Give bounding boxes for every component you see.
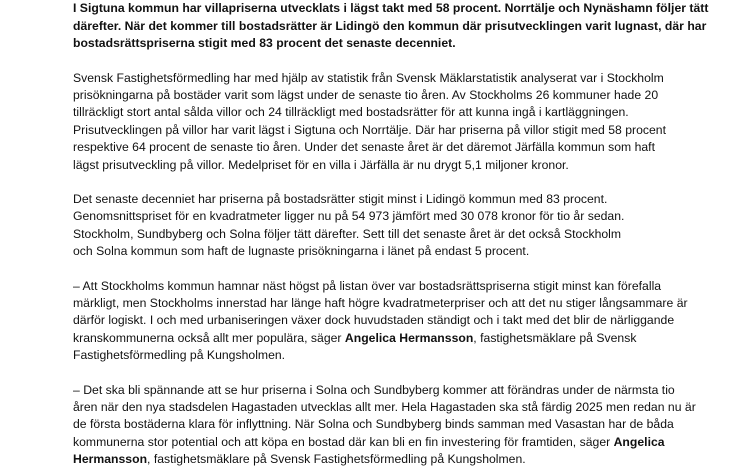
text-segment: , fastighetsmäklare på Svensk [473, 330, 637, 345]
text-line: Fastighetsförmedling på Kungsholmen. [73, 348, 286, 363]
text-line [73, 330, 723, 347]
text-line: åren när den nya stadsdelen Hagastaden utvecklas allt mer. Hela Hagastaden ska stå färdig 2025 men redan nu är [73, 400, 696, 414]
text-line: Genomsnittspriset för en kvadratmeter ligger nu på 54 973 jämfört med 30 078 kronor för tio år sedan. [73, 209, 625, 224]
article-body [73, 0, 723, 469]
paragraph-gap [73, 261, 723, 278]
text-line: Prisutvecklingen på villor har varit lägst i Sigtuna och Norrtälje. Där har priserna på villor stigit med 58 procent [73, 122, 667, 137]
text-line [73, 451, 723, 468]
lead-line: därefter. När det kommer till bostadsrätter är Lidingö den kommun där prisutvecklingen varit lugnast, där har [73, 18, 707, 33]
paragraph-gap [73, 53, 723, 70]
paragraph-gap [73, 365, 723, 382]
text-line: respektive 64 procent de senaste tio åren. Under det senaste året är det däremot Järfälla kommun som haft [73, 140, 655, 155]
text-line: tillräckligt stort antal sålda villor och 24 tillräckligt med bostadsrätter för att kunna ingå i kartläggningen. [73, 105, 629, 120]
text-line: de första bostäderna klara för inflyttning. När Solna och Sundbyberg binds samman med Vasastan har de båda [73, 417, 674, 432]
text-segment: kommunerna stor potential och att köpa en bostad där kan bli en fin investering för framtiden, säger [73, 434, 614, 449]
lead-line: bostadsrättspriserna stigit med 83 procent det senaste decenniet. [73, 36, 456, 50]
paragraph-gap [73, 174, 723, 191]
quote-hagastaden [73, 382, 723, 469]
paragraph-villa-prices [73, 70, 723, 174]
text-line: märkligt, men Stockholms innerstad har länge haft högre kvadratmeterpriser och att det nu stiger långsammare är [73, 295, 688, 310]
text-line: Svensk Fastighetsförmedling har med hjälp av statistik från Svensk Mäklarstatistik analyserat var i Stockholm [73, 70, 664, 85]
lead-line: I Sigtuna kommun har villapriserna utvecklats i lägst takt med 58 procent. Norrtälje och Nynäshamn följer tätt [73, 1, 709, 15]
person-name: Angelica Hermansson [344, 330, 474, 345]
text-line: lägst prisutveckling på villor. Medelpriset för en villa i Järfälla är nu drygt 5,1 miljoner kronor. [73, 157, 569, 172]
text-line: Stockholm, Sundbyberg och Solna följer tätt därefter. Sett till det senaste året är det också Stockholm [73, 226, 622, 241]
text-line: därför logiskt. I och med urbaniseringen växer dock huvudstaden ständigt och i takt med det blir de närliggande [73, 313, 675, 328]
text-line: – Det ska bli spännande att se hur priserna i Solna och Sundbyberg kommer att förändras under de närmsta tio [73, 382, 675, 397]
text-line: Det senaste decenniet har priserna på bostadsrätter stigit minst i Lidingö kommun med 83 procent. [73, 191, 608, 206]
text-line: prisökningarna på bostäder varit som lägst under de senaste tio åren. Av Stockholms 26 kommuner hade 20 [73, 87, 659, 102]
text-line: – Att Stockholms kommun hamnar näst högst på listan över var bostadsrättspriserna stigit minst kan förefalla [73, 278, 662, 293]
person-name-first: Angelica [613, 434, 665, 449]
text-segment: , fastighetsmäklare på Svensk Fastighetsförmedling på Kungsholmen. [147, 452, 526, 467]
text-line [73, 434, 723, 451]
text-line: och Solna kommun som haft de lugnaste prisökningarna i länet på endast 5 procent. [73, 244, 530, 259]
paragraph-apartment-prices [73, 191, 723, 261]
lead-paragraph [73, 0, 723, 53]
text-segment: kranskommunerna också allt mer populära, säger [73, 330, 345, 345]
person-name-last: Hermansson [73, 452, 148, 467]
quote-stockholm [73, 278, 723, 365]
